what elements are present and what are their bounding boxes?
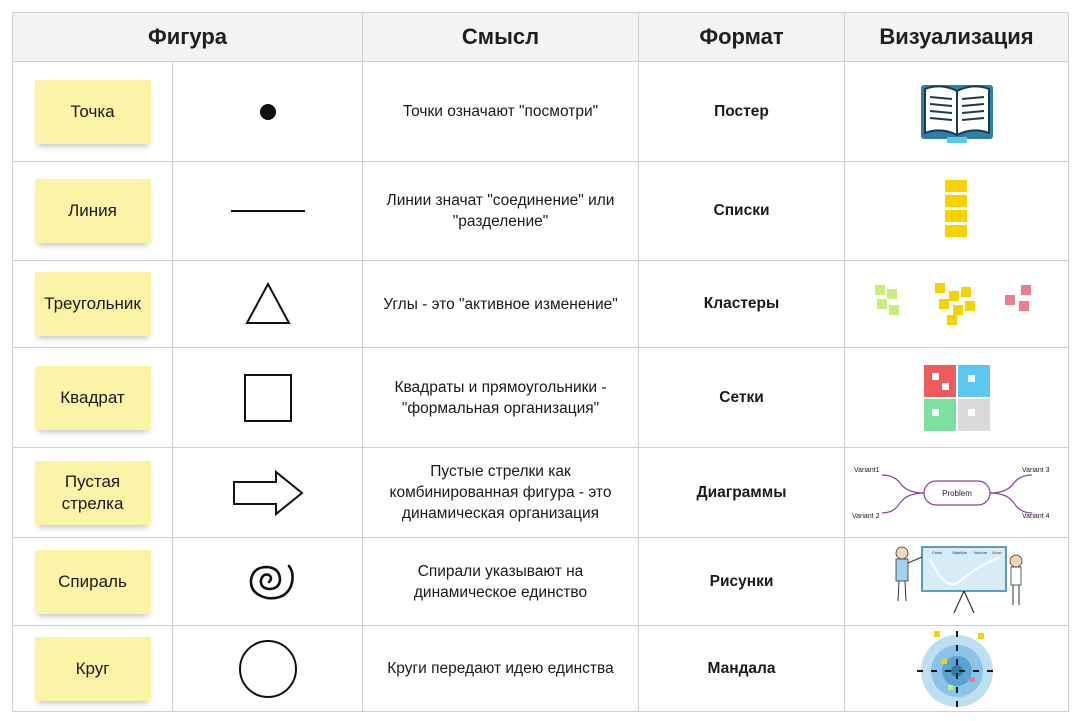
header-row bbox=[13, 13, 1069, 62]
table-row bbox=[13, 62, 1069, 162]
format-text: Постер bbox=[639, 62, 845, 162]
drawing-label: Grow bbox=[991, 549, 1002, 555]
mindmap-diagram-icon bbox=[845, 463, 1068, 523]
meaning-text: Углы - это "активное изменение" bbox=[363, 261, 639, 348]
sticky-note-label: Спираль bbox=[35, 550, 151, 614]
sticky-note-label: Квадрат bbox=[35, 366, 151, 430]
sticky-note-label: Треугольник bbox=[35, 272, 151, 336]
sticky-list-icon bbox=[845, 176, 1068, 246]
format-text: Кластеры bbox=[639, 261, 845, 348]
meaning-text: Пустые стрелки как комбинированная фигура - это динамическая организация bbox=[363, 448, 639, 538]
format-text: Сетки bbox=[639, 348, 845, 448]
table-row bbox=[13, 162, 1069, 261]
table-row bbox=[13, 448, 1069, 538]
dot-icon bbox=[173, 92, 362, 132]
drawing-label: Crisis bbox=[931, 549, 942, 555]
header-meaning: Смысл bbox=[363, 13, 639, 62]
drawing-label: Nurture bbox=[973, 549, 987, 555]
book-icon bbox=[845, 77, 1068, 147]
diagram-variant-label: Variant 3 bbox=[1021, 466, 1049, 474]
table-row bbox=[13, 348, 1069, 448]
square-icon bbox=[173, 372, 362, 424]
diagram-variant-label: Variant 4 bbox=[1021, 512, 1049, 520]
triangle-icon bbox=[173, 279, 362, 329]
table-row bbox=[13, 261, 1069, 348]
meaning-text: Квадраты и прямоугольники - "формальная организация" bbox=[363, 348, 639, 448]
table-row bbox=[13, 538, 1069, 626]
sticky-note-label: Пустая стрелка bbox=[35, 461, 151, 525]
drawing-label: Stabilize bbox=[951, 549, 967, 555]
format-text: Мандала bbox=[639, 626, 845, 712]
format-text: Рисунки bbox=[639, 538, 845, 626]
meaning-text: Линии значат "соединение" или "разделение" bbox=[363, 162, 639, 261]
sticky-clusters-icon bbox=[845, 279, 1068, 329]
format-text: Списки bbox=[639, 162, 845, 261]
meaning-text: Точки означают "посмотри" bbox=[363, 62, 639, 162]
sticky-note-label: Точка bbox=[35, 80, 151, 144]
header-visualization: Визуализация bbox=[845, 13, 1069, 62]
diagram-center-label: Problem bbox=[941, 488, 972, 498]
mandala-target-icon bbox=[845, 629, 1068, 709]
format-text: Диаграммы bbox=[639, 448, 845, 538]
diagram-variant-label: Variant 2 bbox=[851, 512, 879, 520]
shape-meaning-table bbox=[12, 12, 1069, 712]
meaning-text: Круги передают идею единства bbox=[363, 626, 639, 712]
line-icon bbox=[173, 201, 362, 221]
header-figure: Фигура bbox=[13, 13, 363, 62]
circle-icon bbox=[173, 637, 362, 701]
spiral-icon bbox=[173, 552, 362, 612]
diagram-variant-label: Variant1 bbox=[853, 466, 880, 474]
presentation-drawing-icon bbox=[845, 543, 1068, 621]
arrow-icon bbox=[173, 468, 362, 518]
sticky-note-label: Круг bbox=[35, 637, 151, 701]
meaning-text: Спирали указывают на динамическое единство bbox=[363, 538, 639, 626]
sticky-note-label: Линия bbox=[35, 179, 151, 243]
table-row bbox=[13, 626, 1069, 712]
header-format: Формат bbox=[639, 13, 845, 62]
grid-quadrants-icon bbox=[845, 363, 1068, 433]
